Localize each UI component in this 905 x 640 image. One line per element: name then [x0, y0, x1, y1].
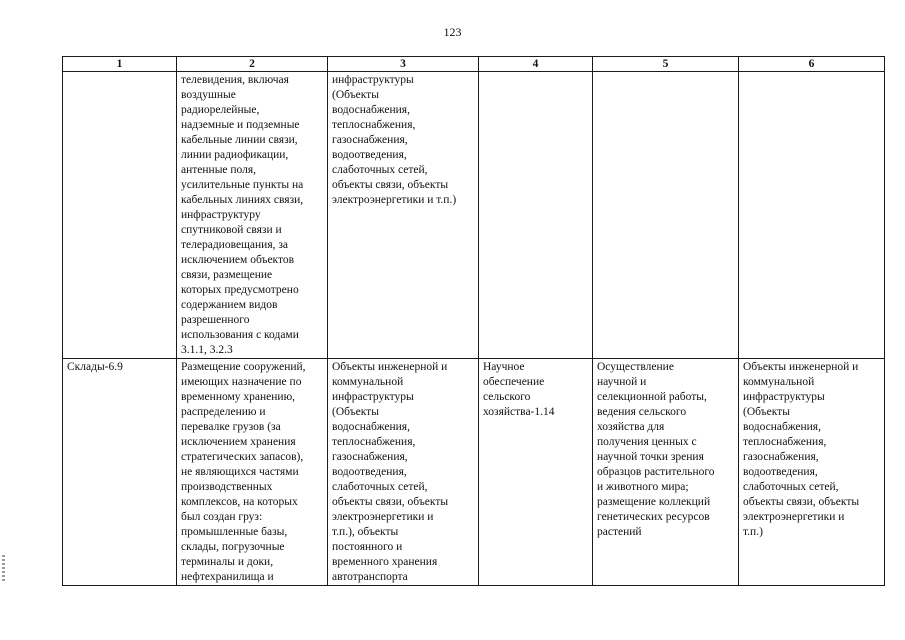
table-cell: [479, 359, 593, 586]
table-cell: [177, 359, 328, 586]
cell-text: телевидения, включая воздушные радиорелейные, надземные и подземные кабельные линии связи, линии радиофикации, антенные поля, усилительные пункты на кабельных линиях связи, инфраструктуру спутниковой связи и телерадиовещания, за исключением объектов связи, размещение которых предусмотрено содержанием видов разрешенного использования с кодами 3.1.1, 3.2.3: [181, 74, 304, 356]
cell-text: инфраструктуры (Объекты водоснабжения, теплоснабжения, газоснабжения, водоотведения, слаботочных сетей, объекты связи, объекты электроэнергетики и т.п.): [332, 74, 457, 206]
table-cell: [177, 72, 328, 359]
cell-text: Склады-6.9: [67, 361, 123, 373]
cell-text: Объекты инженерной и коммунальной инфраструктуры (Объекты водоснабжения, теплоснабжения, газоснабжения, водоотведения, слаботочных сетей, объекты связи, объекты электроэнергетики и т.п.): [743, 361, 860, 538]
table-cell: [593, 359, 739, 586]
table-header-row: [63, 57, 885, 72]
table-cell: [328, 72, 479, 359]
cell-text: Размещение сооружений, имеющих назначение по временному хранению, распределению и перевалке грузов (за исключением хранения стратегических запасов), не являющихся частями производственных комплексов, на которых был создан груз: промышленные базы, склады, погрузочные терминалы и доки, нефтехранилища и: [181, 361, 306, 583]
table-cell: [593, 72, 739, 359]
table-cell: [328, 359, 479, 586]
column-header-2: 2: [177, 57, 328, 72]
column-header-5: 5: [593, 57, 739, 72]
page-number: 123: [443, 25, 462, 39]
table-cell: [479, 72, 593, 359]
column-header-4: 4: [479, 57, 593, 72]
cell-text: Осуществление научной и селекционной работы, ведения сельского хозяйства для получения ценных с научной точки зрения образцов растительного и животного мира; размещение коллекций генетических ресурсов растений: [597, 361, 715, 538]
table-cell: [739, 72, 885, 359]
table-cell: [63, 72, 177, 359]
table-row: [63, 72, 885, 359]
cell-text: Объекты инженерной и коммунальной инфраструктуры (Объекты водоснабжения, теплоснабжения, газоснабжения, водоотведения, слаботочных сетей, объекты связи, объекты электроэнергетики и т.п.), объекты постоянного и временного хранения автотранспорта: [332, 361, 449, 583]
table-row: [63, 359, 885, 586]
column-header-3: 3: [328, 57, 479, 72]
table-cell: [739, 359, 885, 586]
column-header-1: 1: [63, 57, 177, 72]
land-use-table: [62, 56, 885, 586]
scan-margin-mark: [2, 555, 5, 581]
cell-text: Научное обеспечение сельского хозяйства-1.14: [483, 361, 555, 418]
table-cell: [63, 359, 177, 586]
column-header-6: 6: [739, 57, 885, 72]
